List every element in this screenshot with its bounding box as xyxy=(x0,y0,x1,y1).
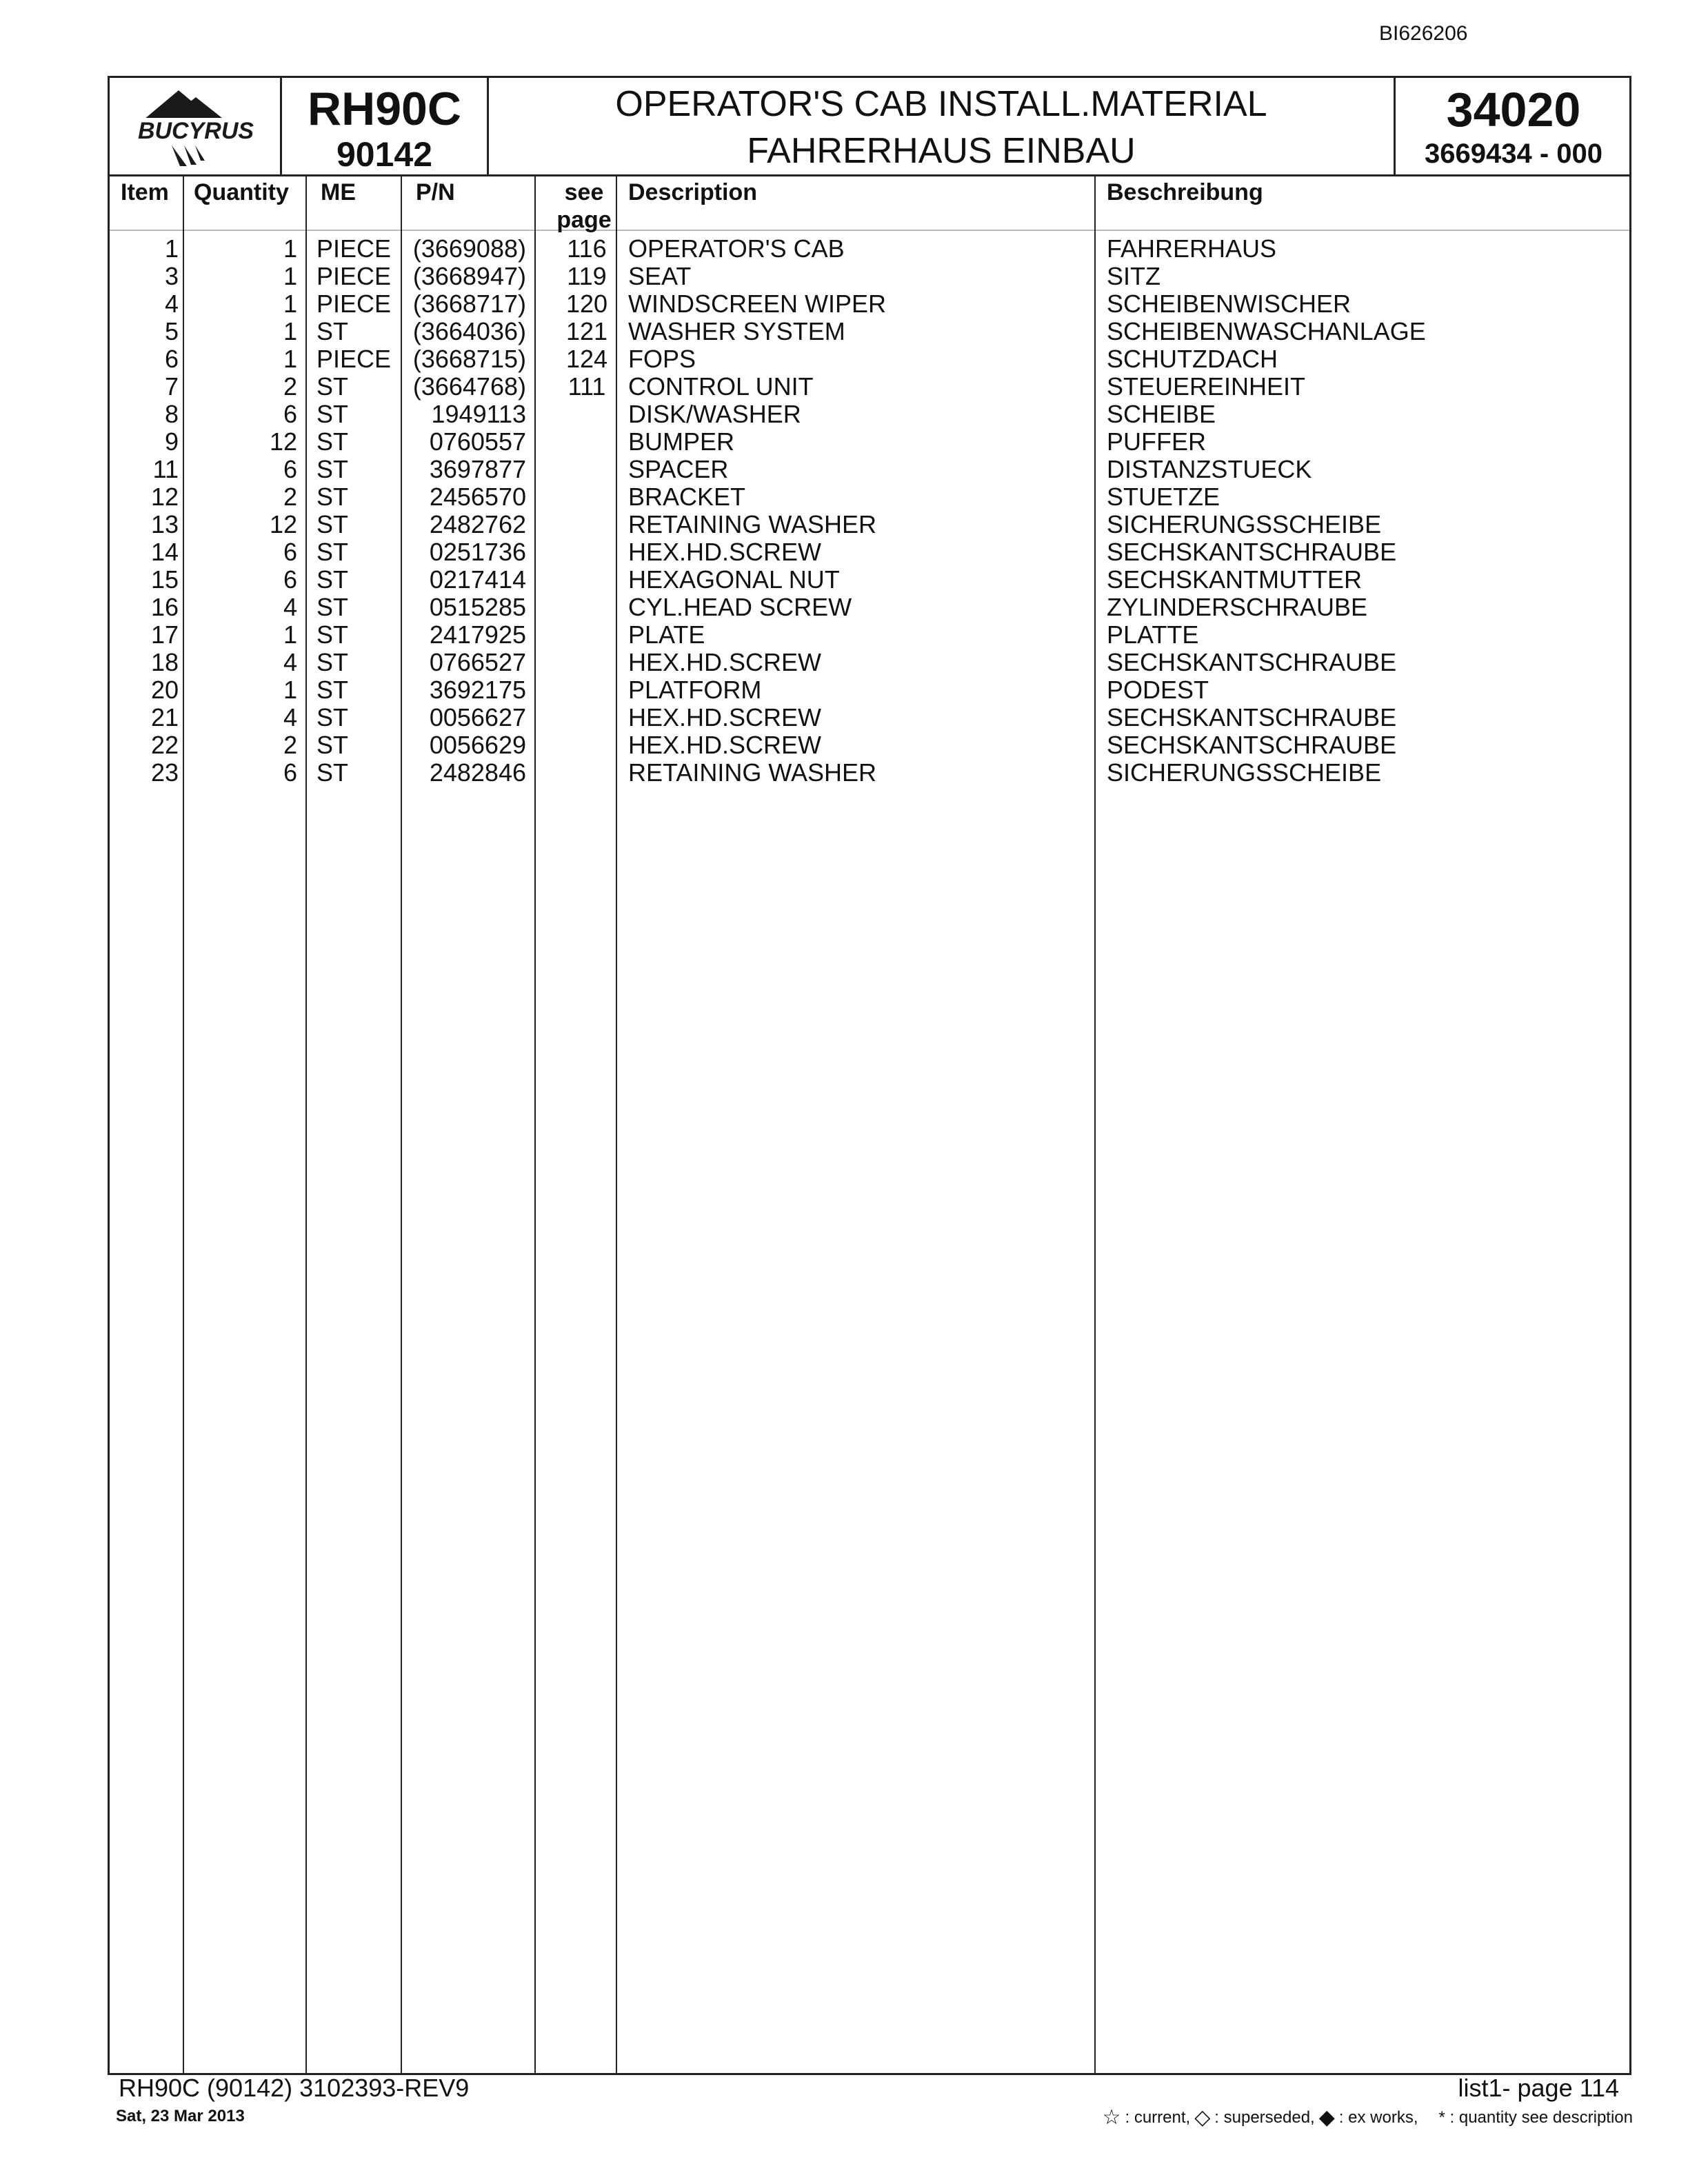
cell-unit: ST xyxy=(316,455,349,483)
column-item: Item xyxy=(121,179,169,205)
legend-superseded: : superseded, xyxy=(1214,2107,1315,2127)
table-row xyxy=(110,649,1629,676)
cell-item-number: 20 xyxy=(150,676,179,704)
cell-see-page: 116 xyxy=(567,234,607,263)
cell-quantity: 2 xyxy=(283,731,297,759)
table-row xyxy=(110,538,1629,566)
cell-description: RETAINING WASHER xyxy=(628,758,877,787)
cell-beschreibung: FAHRERHAUS xyxy=(1107,234,1277,263)
table-row xyxy=(110,704,1629,731)
cell-quantity: 2 xyxy=(283,483,297,511)
cell-beschreibung: PLATTE xyxy=(1107,620,1199,649)
diamond-outline-icon: ◇ xyxy=(1194,2106,1211,2129)
table-row xyxy=(110,483,1629,511)
table-row xyxy=(110,731,1629,759)
cell-description: HEXAGONAL NUT xyxy=(628,565,840,594)
cell-item-number: 16 xyxy=(150,593,179,621)
cell-part-number: (3664768) xyxy=(412,372,526,401)
cell-part-number: 2482762 xyxy=(429,510,526,538)
cell-unit: ST xyxy=(316,676,349,704)
cell-quantity: 12 xyxy=(269,427,297,456)
cell-item-number: 13 xyxy=(150,510,179,538)
cell-unit: PIECE xyxy=(316,262,392,290)
cell-see-page: 120 xyxy=(565,290,608,318)
column-see-page: see page xyxy=(556,179,612,233)
footer-page-number: list1- page 114 xyxy=(1458,2074,1619,2102)
cell-beschreibung: PUFFER xyxy=(1107,427,1206,456)
cell-quantity: 4 xyxy=(283,593,297,621)
cell-beschreibung: SICHERUNGSSCHEIBE xyxy=(1107,758,1382,787)
cell-item-number: 18 xyxy=(150,648,179,676)
cell-description: SEAT xyxy=(628,262,692,290)
group-cell xyxy=(1396,78,1631,174)
table-row xyxy=(110,345,1629,373)
cell-part-number: 1949113 xyxy=(431,400,526,428)
cell-item-number: 12 xyxy=(150,483,179,511)
legend-current: : current, xyxy=(1125,2107,1191,2127)
cell-item-number: 14 xyxy=(150,538,179,566)
cell-quantity: 6 xyxy=(283,758,297,787)
cell-unit: ST xyxy=(316,400,349,428)
table-row xyxy=(110,621,1629,649)
table-row xyxy=(110,235,1629,263)
table-row xyxy=(110,511,1629,538)
column-quantity: Quantity xyxy=(194,179,289,205)
cell-quantity: 1 xyxy=(283,317,297,345)
cell-unit: PIECE xyxy=(316,345,392,373)
table-row xyxy=(110,456,1629,483)
cell-description: OPERATOR'S CAB xyxy=(628,234,845,263)
cell-beschreibung: STUETZE xyxy=(1107,483,1220,511)
column-me: ME xyxy=(321,179,356,205)
cell-part-number: (3664036) xyxy=(412,317,526,345)
cell-description: FOPS xyxy=(628,345,696,373)
cell-description: HEX.HD.SCREW xyxy=(628,731,822,759)
cell-item-number: 1 xyxy=(164,234,179,263)
cell-part-number: (3669088) xyxy=(412,234,526,263)
cell-beschreibung: SCHUTZDACH xyxy=(1107,345,1278,373)
cell-part-number: 0760557 xyxy=(429,427,526,456)
cell-unit: ST xyxy=(316,372,349,401)
cell-item-number: 22 xyxy=(150,731,179,759)
cell-beschreibung: SECHSKANTSCHRAUBE xyxy=(1107,731,1397,759)
title-german: FAHRERHAUS EINBAU xyxy=(747,131,1136,171)
cell-unit: ST xyxy=(316,758,349,787)
cell-unit: ST xyxy=(316,483,349,511)
cell-unit: ST xyxy=(316,731,349,759)
cell-description: HEX.HD.SCREW xyxy=(628,538,822,566)
table-row xyxy=(110,428,1629,456)
column-pn: P/N xyxy=(416,179,455,205)
footer-date: Sat, 23 Mar 2013 xyxy=(116,2107,245,2125)
cell-part-number: 2482846 xyxy=(429,758,526,787)
cell-description: RETAINING WASHER xyxy=(628,510,877,538)
cell-see-page: 121 xyxy=(565,317,608,345)
cell-beschreibung: SCHEIBENWISCHER xyxy=(1107,290,1352,318)
cell-item-number: 9 xyxy=(164,427,179,456)
model-name: RH90C xyxy=(308,83,461,135)
cell-see-page: 119 xyxy=(567,262,607,290)
cell-beschreibung: DISTANZSTUECK xyxy=(1107,455,1312,483)
cell-description: SPACER xyxy=(628,455,729,483)
cell-unit: ST xyxy=(316,538,349,566)
column-description: Description xyxy=(628,179,758,205)
cell-beschreibung: SECHSKANTSCHRAUBE xyxy=(1107,648,1397,676)
cell-unit: ST xyxy=(316,510,349,538)
cell-beschreibung: SICHERUNGSSCHEIBE xyxy=(1107,510,1382,538)
cell-item-number: 6 xyxy=(164,345,179,373)
model-number: 90142 xyxy=(336,135,433,174)
cell-beschreibung: SECHSKANTMUTTER xyxy=(1107,565,1363,594)
cell-item-number: 11 xyxy=(152,455,179,483)
cell-item-number: 4 xyxy=(164,290,179,318)
cell-description: PLATE xyxy=(628,620,705,649)
diamond-filled-icon: ◆ xyxy=(1318,2106,1335,2129)
document-id: BI626206 xyxy=(1379,22,1468,45)
cell-part-number: (3668715) xyxy=(412,345,526,373)
table-row xyxy=(110,401,1629,428)
legend xyxy=(1103,2105,1633,2130)
cell-beschreibung: SCHEIBENWASCHANLAGE xyxy=(1107,317,1426,345)
cell-part-number: 0056629 xyxy=(429,731,526,759)
cell-unit: ST xyxy=(316,593,349,621)
cell-description: HEX.HD.SCREW xyxy=(628,703,822,731)
cell-unit: ST xyxy=(316,648,349,676)
cell-quantity: 1 xyxy=(283,345,297,373)
cell-beschreibung: ZYLINDERSCHRAUBE xyxy=(1107,593,1368,621)
cell-quantity: 4 xyxy=(283,703,297,731)
cell-quantity: 1 xyxy=(283,234,297,263)
legend-ex-works: : ex works, xyxy=(1338,2107,1418,2127)
table-row xyxy=(110,263,1629,290)
header xyxy=(110,78,1629,176)
cell-description: CONTROL UNIT xyxy=(628,372,814,401)
cell-description: PLATFORM xyxy=(628,676,762,704)
bucyrus-logo xyxy=(110,78,282,174)
cell-unit: PIECE xyxy=(316,234,392,263)
cell-item-number: 8 xyxy=(164,400,179,428)
cell-item-number: 5 xyxy=(164,317,179,345)
cell-part-number: 2456570 xyxy=(429,483,526,511)
logo-cell xyxy=(110,78,282,174)
table-row xyxy=(110,373,1629,401)
table-row xyxy=(110,566,1629,594)
cell-description: BUMPER xyxy=(628,427,735,456)
cell-beschreibung: SECHSKANTSCHRAUBE xyxy=(1107,703,1397,731)
cell-item-number: 7 xyxy=(164,372,179,401)
cell-part-number: 0515285 xyxy=(429,593,526,621)
cell-item-number: 23 xyxy=(150,758,179,787)
cell-beschreibung: PODEST xyxy=(1107,676,1209,704)
cell-beschreibung: SCHEIBE xyxy=(1107,400,1216,428)
cell-quantity: 1 xyxy=(283,676,297,704)
cell-unit: ST xyxy=(316,565,349,594)
column-beschreibung: Beschreibung xyxy=(1107,179,1263,205)
cell-description: WASHER SYSTEM xyxy=(628,317,845,345)
cell-unit: PIECE xyxy=(316,290,392,318)
cell-see-page: 111 xyxy=(567,372,606,401)
cell-quantity: 6 xyxy=(283,400,297,428)
cell-quantity: 6 xyxy=(283,455,297,483)
cell-beschreibung: SECHSKANTSCHRAUBE xyxy=(1107,538,1397,566)
cell-description: HEX.HD.SCREW xyxy=(628,648,822,676)
table-row xyxy=(110,318,1629,345)
parts-list-frame xyxy=(108,76,1631,2075)
column-header-row xyxy=(110,174,1629,231)
cell-part-number: 3692175 xyxy=(429,676,526,704)
cell-unit: ST xyxy=(316,427,349,456)
cell-quantity: 1 xyxy=(283,290,297,318)
cell-quantity: 1 xyxy=(283,620,297,649)
cell-quantity: 1 xyxy=(283,262,297,290)
cell-item-number: 17 xyxy=(150,620,179,649)
star-outline-icon: ☆ xyxy=(1102,2106,1121,2129)
document-number: 3669434 - 000 xyxy=(1424,139,1602,169)
cell-beschreibung: SITZ xyxy=(1107,262,1160,290)
table-row xyxy=(110,290,1629,318)
cell-quantity: 12 xyxy=(269,510,297,538)
logo-text: BUCYRUS xyxy=(137,118,254,144)
table-row xyxy=(110,759,1629,787)
cell-part-number: 0056627 xyxy=(429,703,526,731)
footer-reference: RH90C (90142) 3102393-REV9 xyxy=(119,2074,470,2102)
model-cell xyxy=(282,78,489,174)
cell-beschreibung: STEUEREINHEIT xyxy=(1107,372,1306,401)
cell-description: CYL.HEAD SCREW xyxy=(628,593,852,621)
cell-item-number: 3 xyxy=(164,262,179,290)
legend-quantity: * : quantity see description xyxy=(1438,2107,1633,2127)
cell-quantity: 2 xyxy=(283,372,297,401)
cell-quantity: 6 xyxy=(283,538,297,566)
cell-part-number: 0766527 xyxy=(429,648,526,676)
table-row xyxy=(110,594,1629,621)
cell-part-number: 2417925 xyxy=(429,620,526,649)
table-row xyxy=(110,676,1629,704)
cell-part-number: 3697877 xyxy=(429,455,526,483)
title-cell xyxy=(489,78,1396,174)
cell-quantity: 6 xyxy=(283,565,297,594)
cell-description: DISK/WASHER xyxy=(628,400,801,428)
cell-item-number: 15 xyxy=(150,565,179,594)
cell-unit: ST xyxy=(316,703,349,731)
cell-unit: ST xyxy=(316,620,349,649)
cell-part-number: (3668947) xyxy=(412,262,526,290)
cell-unit: ST xyxy=(316,317,349,345)
cell-item-number: 21 xyxy=(150,703,179,731)
cell-part-number: 0217414 xyxy=(429,565,526,594)
cell-description: WINDSCREEN WIPER xyxy=(628,290,887,318)
cell-part-number: (3668717) xyxy=(412,290,526,318)
cell-description: BRACKET xyxy=(628,483,746,511)
cell-quantity: 4 xyxy=(283,648,297,676)
title-english: OPERATOR'S CAB INSTALL.MATERIAL xyxy=(615,84,1267,124)
cell-see-page: 124 xyxy=(565,345,608,373)
group-number: 34020 xyxy=(1446,83,1581,136)
cell-part-number: 0251736 xyxy=(429,538,526,566)
